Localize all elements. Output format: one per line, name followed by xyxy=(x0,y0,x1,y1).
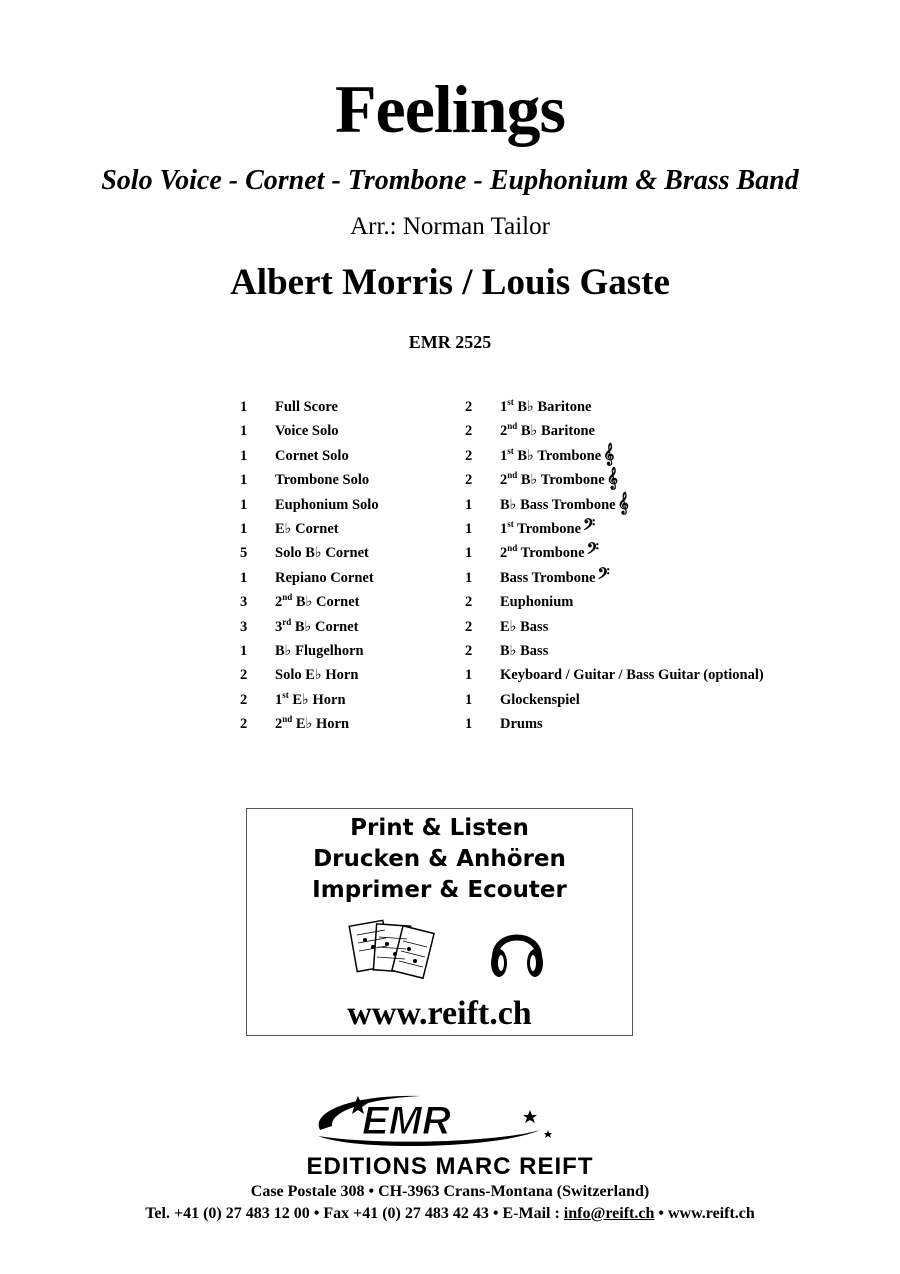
part-label: E♭ Cornet xyxy=(275,520,339,537)
part-label: B♭ Trombone xyxy=(517,447,602,464)
part-item xyxy=(465,443,764,470)
part-name xyxy=(500,690,580,714)
part-name xyxy=(500,543,599,567)
part-label: Keyboard / Guitar / Bass Guitar (optional) xyxy=(500,667,764,684)
part-name xyxy=(275,714,349,738)
part-label: Full Score xyxy=(275,399,338,415)
part-quantity: 1 xyxy=(465,569,473,586)
publisher-contact xyxy=(0,1205,900,1223)
part-quantity: 2 xyxy=(465,472,473,489)
part-label: B♭ Baritone xyxy=(517,399,592,415)
clef-icon: 𝄞 xyxy=(617,492,629,514)
part-ordinal: 2 xyxy=(500,472,508,489)
part-item xyxy=(240,495,379,519)
tel-fax-text: Tel. +41 (0) 27 483 12 00 • Fax +41 (0) 27 483 42 43 • E-Mail : xyxy=(145,1205,564,1222)
parts-list-left xyxy=(240,397,379,738)
part-name xyxy=(500,714,543,738)
part-ordinal: 2 xyxy=(500,545,508,562)
part-label: E♭ Bass xyxy=(500,618,549,635)
part-label: Trombone xyxy=(517,520,582,537)
part-item xyxy=(240,446,379,470)
catalog-number: EMR 2525 xyxy=(408,332,492,352)
part-item xyxy=(465,492,764,519)
part-item xyxy=(465,470,764,494)
part-ordinal: 1 xyxy=(500,399,508,415)
part-quantity: 5 xyxy=(240,545,248,562)
part-quantity: 3 xyxy=(240,594,248,611)
part-item xyxy=(240,641,379,665)
part-label: Solo B♭ Cornet xyxy=(275,545,369,562)
part-item xyxy=(465,665,764,689)
part-ordinal: 2 xyxy=(500,423,508,440)
part-quantity: 1 xyxy=(240,423,248,440)
part-label: B♭ Bass Trombone xyxy=(500,496,616,513)
part-label: Cornet Solo xyxy=(275,447,349,464)
part-item xyxy=(465,516,764,543)
score-title: Feelings xyxy=(335,71,565,147)
part-name xyxy=(500,617,548,641)
part-quantity: 2 xyxy=(465,618,473,635)
part-quantity: 1 xyxy=(240,447,248,464)
part-name xyxy=(500,516,596,543)
part-item xyxy=(465,641,764,665)
part-quantity: 3 xyxy=(240,618,248,635)
part-quantity: 2 xyxy=(240,691,248,708)
part-name xyxy=(275,641,364,665)
promo-line-german: Drucken & Anhören xyxy=(313,846,566,872)
arranger-credit: Arr.: Norman Tailor xyxy=(350,213,550,240)
part-quantity: 2 xyxy=(465,642,473,659)
part-ordinal: 1 xyxy=(275,691,283,708)
instrumentation-subtitle: Solo Voice - Cornet - Trombone - Euphonium & Brass Band xyxy=(101,165,799,196)
part-ordinal-suffix: nd xyxy=(282,714,293,725)
part-label: B♭ Flugelhorn xyxy=(275,642,364,659)
part-ordinal-suffix: nd xyxy=(507,470,518,481)
part-item xyxy=(240,665,379,689)
part-ordinal: 2 xyxy=(275,716,283,733)
headphones-icon xyxy=(487,917,547,981)
promo-line-french: Imprimer & Ecouter xyxy=(312,877,567,903)
part-item xyxy=(240,397,379,421)
part-name xyxy=(275,495,379,519)
part-quantity: 1 xyxy=(240,520,248,537)
part-label: Solo E♭ Horn xyxy=(275,667,359,684)
part-label: B♭ Cornet xyxy=(295,594,360,611)
part-quantity: 1 xyxy=(240,496,248,513)
parts-list-right xyxy=(465,397,764,738)
publisher-name: EDITIONS MARC REIFT xyxy=(306,1153,594,1180)
part-label: Trombone xyxy=(520,545,585,562)
part-ordinal: 2 xyxy=(275,594,283,611)
part-label: Glockenspiel xyxy=(500,691,580,708)
part-ordinal-suffix: nd xyxy=(507,543,518,554)
part-item xyxy=(240,592,379,616)
sheet-music-icon xyxy=(347,917,437,987)
part-label: E♭ Horn xyxy=(295,716,350,733)
part-item xyxy=(465,690,764,714)
part-quantity: 2 xyxy=(465,423,473,440)
part-quantity: 2 xyxy=(240,716,248,733)
part-quantity: 2 xyxy=(465,447,473,464)
part-quantity: 1 xyxy=(465,667,473,684)
part-name xyxy=(275,543,369,567)
part-label: Trombone Solo xyxy=(275,472,370,489)
part-name xyxy=(500,470,618,494)
part-label: B♭ Baritone xyxy=(520,423,595,440)
part-name xyxy=(500,565,610,592)
part-name xyxy=(275,470,369,494)
part-item xyxy=(465,565,764,592)
part-name xyxy=(275,568,374,592)
part-item xyxy=(240,568,379,592)
part-item xyxy=(465,714,764,738)
part-name xyxy=(275,519,339,543)
part-quantity: 1 xyxy=(465,496,473,513)
part-quantity: 1 xyxy=(465,545,473,562)
part-name xyxy=(275,397,338,421)
part-quantity: 2 xyxy=(465,594,473,611)
part-label: Drums xyxy=(500,716,543,733)
part-ordinal-suffix: st xyxy=(282,689,289,700)
part-quantity: 1 xyxy=(465,691,473,708)
part-name xyxy=(500,592,573,616)
part-label: E♭ Horn xyxy=(292,691,346,708)
part-item xyxy=(240,470,379,494)
part-quantity: 1 xyxy=(240,472,248,489)
part-name xyxy=(500,443,615,470)
part-ordinal: 1 xyxy=(500,520,508,537)
part-label: Euphonium Solo xyxy=(275,496,379,513)
part-name xyxy=(275,617,359,641)
part-label: B♭ Trombone xyxy=(520,472,605,489)
part-quantity: 1 xyxy=(240,399,248,415)
clef-icon: 𝄢 xyxy=(597,565,610,587)
part-item xyxy=(465,397,764,421)
clef-icon: 𝄞 xyxy=(606,468,618,490)
part-ordinal-suffix: st xyxy=(507,445,514,456)
part-item xyxy=(465,421,764,445)
promo-line-english: Print & Listen xyxy=(350,815,529,841)
part-quantity: 2 xyxy=(465,399,473,415)
part-item xyxy=(240,617,379,641)
part-ordinal-suffix: st xyxy=(507,397,514,408)
part-name xyxy=(275,421,339,445)
part-item xyxy=(240,714,379,738)
part-name xyxy=(500,665,764,689)
part-ordinal: 1 xyxy=(500,447,508,464)
part-name xyxy=(500,641,548,665)
part-quantity: 1 xyxy=(465,520,473,537)
part-label: Voice Solo xyxy=(275,423,339,440)
emr-logo xyxy=(300,1090,560,1150)
clef-icon: 𝄞 xyxy=(603,443,615,465)
part-name xyxy=(275,665,358,689)
email-link[interactable]: info@reift.ch xyxy=(563,1205,655,1222)
part-label: B♭ Cornet xyxy=(294,618,359,635)
part-quantity: 1 xyxy=(240,569,248,586)
part-item xyxy=(465,592,764,616)
part-quantity: 2 xyxy=(240,667,248,684)
part-item xyxy=(240,690,379,714)
emr-logo-text: EMR xyxy=(362,1099,451,1143)
publisher-address: Case Postale 308 • CH-3963 Crans-Montana (Switzerland) xyxy=(250,1183,650,1200)
part-item xyxy=(240,421,379,445)
part-item xyxy=(465,543,764,567)
part-label: Bass Trombone xyxy=(500,569,596,586)
promo-url-link[interactable]: www.reift.ch xyxy=(347,995,532,1032)
part-label: B♭ Bass xyxy=(500,642,549,659)
part-item xyxy=(240,519,379,543)
part-ordinal-suffix: nd xyxy=(507,421,518,432)
part-name xyxy=(500,397,591,421)
website-text[interactable]: • www.reift.ch xyxy=(654,1205,755,1222)
part-quantity: 1 xyxy=(465,716,473,733)
print-listen-box[interactable] xyxy=(246,808,633,1036)
part-name xyxy=(275,446,349,470)
part-ordinal: 3 xyxy=(275,618,283,635)
part-name xyxy=(275,690,346,714)
part-ordinal-suffix: rd xyxy=(282,616,292,627)
clef-icon: 𝄢 xyxy=(586,541,599,563)
part-name xyxy=(275,592,360,616)
part-name xyxy=(500,492,629,519)
clef-icon: 𝄢 xyxy=(583,516,596,538)
part-quantity: 1 xyxy=(240,642,248,659)
part-label: Euphonium xyxy=(500,594,574,611)
part-name xyxy=(500,421,595,445)
part-item xyxy=(240,543,379,567)
part-ordinal-suffix: nd xyxy=(282,592,293,603)
part-item xyxy=(465,617,764,641)
composers-credit: Albert Morris / Louis Gaste xyxy=(230,262,670,303)
part-label: Repiano Cornet xyxy=(275,569,374,586)
part-ordinal-suffix: st xyxy=(507,519,514,530)
